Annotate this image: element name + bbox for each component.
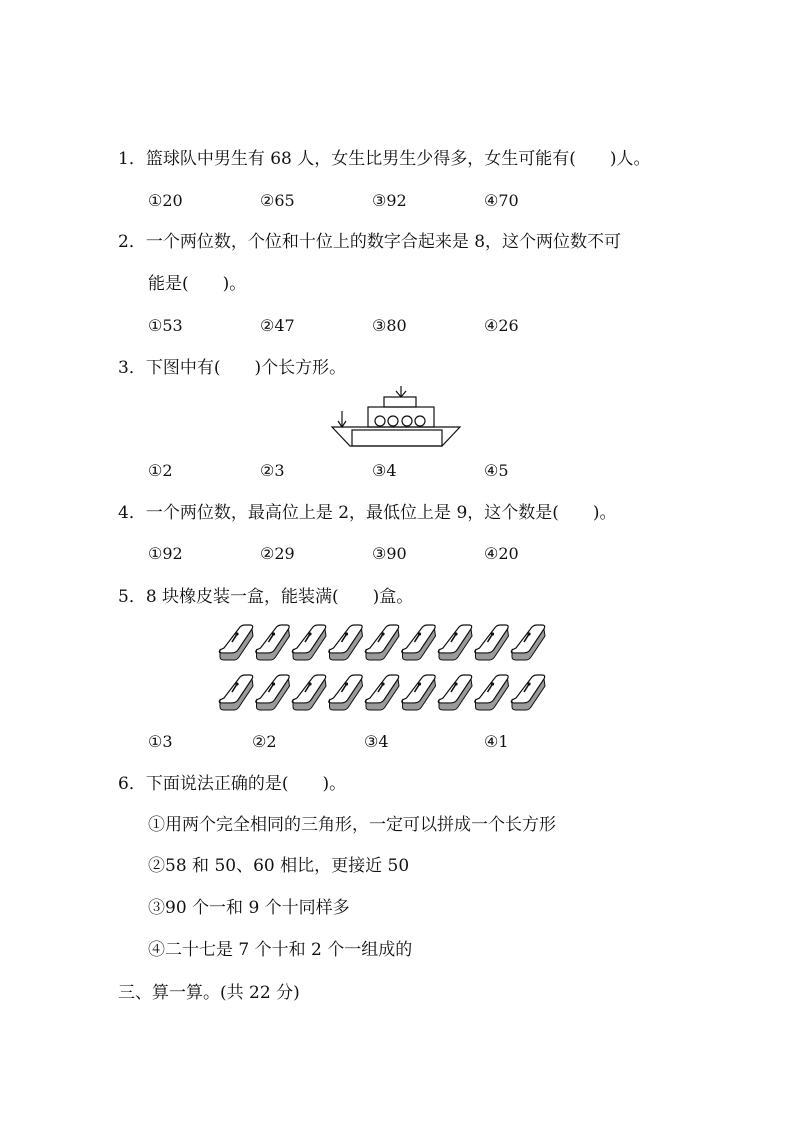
eraser-icon [511, 675, 545, 710]
option[interactable]: ③90 [372, 544, 407, 563]
eraser-icon [402, 675, 436, 710]
boat-figure [330, 384, 464, 448]
option[interactable]: ③80 [372, 316, 407, 335]
option[interactable]: ③4 [372, 461, 397, 480]
eraser-icon [329, 675, 363, 710]
boat-hull-rect [352, 430, 442, 446]
question-3-text: 3．下图中有( )个长方形。 [118, 358, 347, 378]
boat-porthole [415, 416, 425, 426]
option[interactable]: ①2 [148, 461, 173, 480]
eraser-icon [402, 625, 436, 660]
option[interactable]: ①3 [148, 732, 173, 751]
question-5-text: 5．8 块橡皮装一盒，能装满( )盒。 [118, 587, 414, 607]
question-1-text: 1．篮球队中男生有 68 人，女生比男生少得多，女生可能有( )人。 [118, 149, 651, 169]
option[interactable]: ④1 [484, 732, 509, 751]
option[interactable]: ②3 [260, 461, 285, 480]
eraser-figure [216, 624, 548, 716]
option[interactable]: ①92 [148, 544, 183, 563]
option[interactable]: ④20 [484, 544, 519, 563]
eraser-icon [219, 625, 253, 660]
statement-option[interactable]: ②58 和 50、60 相比，更接近 50 [148, 856, 410, 876]
question-2-continuation: 能是( )。 [148, 274, 247, 294]
eraser-icon [365, 625, 399, 660]
eraser-icon [438, 675, 472, 710]
question-4-text: 4．一个两位数，最高位上是 2，最低位上是 9，这个数是( )。 [118, 503, 617, 523]
eraser-icon [256, 675, 290, 710]
boat-porthole [402, 416, 412, 426]
option[interactable]: ③92 [372, 191, 407, 210]
eraser-icon [511, 625, 545, 660]
statement-option[interactable]: ①用两个完全相同的三角形，一定可以拼成一个长方形 [148, 815, 556, 835]
option[interactable]: ②47 [260, 316, 295, 335]
eraser-icon [475, 675, 509, 710]
eraser-icon [219, 675, 253, 710]
boat-porthole [375, 416, 385, 426]
eraser-icon [292, 675, 326, 710]
option[interactable]: ②65 [260, 191, 295, 210]
option[interactable]: ②29 [260, 544, 295, 563]
section-heading: 三、算一算。(共 22 分) [118, 983, 300, 1003]
option[interactable]: ④26 [484, 316, 519, 335]
eraser-icon [256, 625, 290, 660]
boat-porthole [388, 416, 398, 426]
option[interactable]: ④70 [484, 191, 519, 210]
question-2-text: 2．一个两位数，个位和十位上的数字合起来是 8，这个两位数不可 [118, 232, 622, 252]
boat-top-cabin [384, 397, 416, 407]
option[interactable]: ④5 [484, 461, 509, 480]
eraser-icon [475, 625, 509, 660]
eraser-icon [365, 675, 399, 710]
eraser-icon [438, 625, 472, 660]
eraser-icon [329, 625, 363, 660]
eraser-icon [292, 625, 326, 660]
option[interactable]: ①20 [148, 191, 183, 210]
statement-option[interactable]: ③90 个一和 9 个十同样多 [148, 898, 350, 918]
option[interactable]: ②2 [252, 732, 277, 751]
option[interactable]: ③4 [364, 732, 389, 751]
option[interactable]: ①53 [148, 316, 183, 335]
question-6-text: 6．下面说法正确的是( )。 [118, 774, 347, 794]
statement-option[interactable]: ④二十七是 7 个十和 2 个一组成的 [148, 940, 413, 960]
